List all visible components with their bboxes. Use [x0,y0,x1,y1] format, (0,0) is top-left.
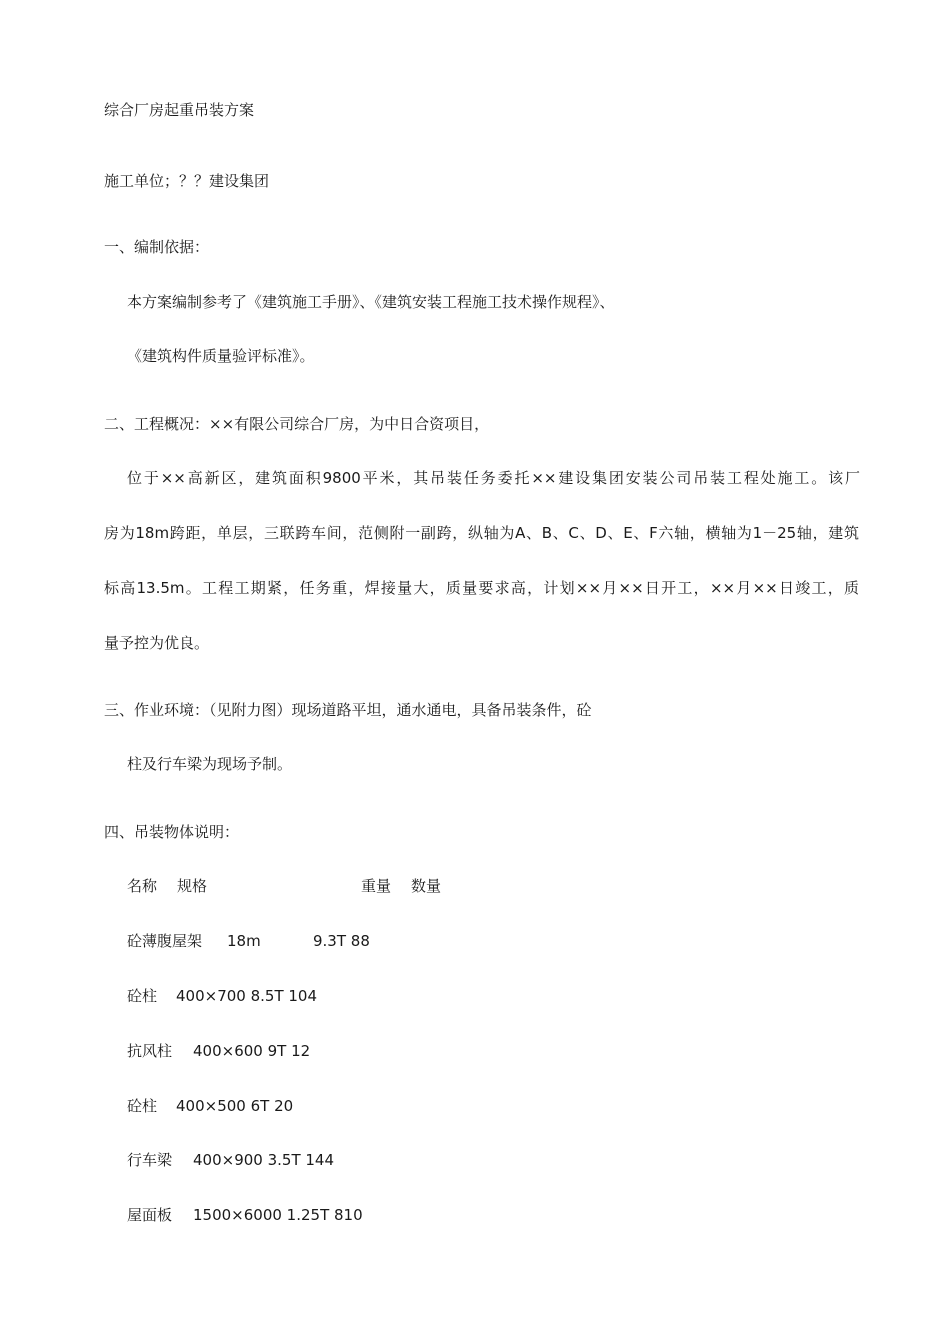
construction-unit: 施工单位；？？建设集团 [104,172,270,190]
section-2-line-1: 位于××高新区，建筑面积9800平米，其吊装任务委托××建设集团安装公司吊装工程处施工。该厂 [127,469,860,487]
column-weight-header: 重量 [361,877,392,895]
item-spec: 18m [227,932,261,950]
item-name: 砼薄腹屋架 [127,932,203,950]
column-qty-header: 数量 [411,877,442,895]
section-2-line-2: 房为18m跨距，单层，三联跨车间，范侧附一副跨，纵轴为A、B、C、D、E、F六轴，横轴为1－25轴，建筑 [104,524,859,542]
section-1-heading: 一、编制依据： [104,238,210,256]
column-name-header: 名称 [127,877,158,895]
section-4-heading: 四、吊装物体说明： [104,823,240,841]
item-name: 砼柱 [127,987,158,1005]
item-spec: 400×900 3.5T 144 [193,1151,335,1169]
section-2-heading: 二、工程概况：××有限公司综合厂房，为中日合资项目， [104,415,490,433]
item-spec: 1500×6000 1.25T 810 [193,1206,363,1224]
item-weight-qty: 9.3T 88 [313,932,370,950]
section-3-heading: 三、作业环境：（见附力图）现场道路平坦，通水通电，具备吊装条件，砼 [104,701,592,719]
item-name: 行车梁 [127,1151,173,1169]
item-name: 屋面板 [127,1206,173,1224]
item-spec: 400×500 6T 20 [176,1097,294,1115]
column-spec-header: 规格 [177,877,208,895]
section-2-line-3: 标高13.5m。工程工期紧，任务重，焊接量大，质量要求高，计划××月××日开工，××月××日竣工，质 [104,579,859,597]
document-title: 综合厂房起重吊装方案 [104,101,255,119]
item-name: 砼柱 [127,1097,158,1115]
item-spec: 400×600 9T 12 [193,1042,311,1060]
section-2-line-4: 量予控为优良。 [104,634,210,652]
section-3-line-1: 柱及行车梁为现场予制。 [127,755,293,773]
item-name: 抗风柱 [127,1042,173,1060]
item-spec: 400×700 8.5T 104 [176,987,318,1005]
section-1-line-1: 本方案编制参考了《建筑施工手册》、《建筑安装工程施工技术操作规程》、 [127,293,615,311]
section-1-line-2: 《建筑构件质量验评标准》。 [127,347,315,365]
